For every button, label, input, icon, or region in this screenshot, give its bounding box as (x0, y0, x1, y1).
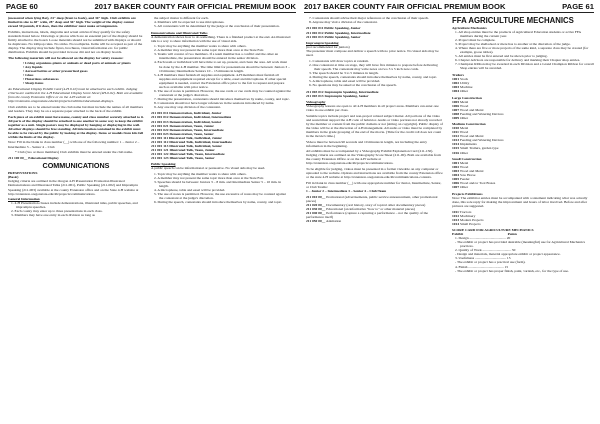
list-item: 4. During the speech, contestants should introduce themselves by name, county, and topic. (309, 74, 438, 79)
column-4 (452, 16, 594, 422)
class-code: 1013 (452, 217, 460, 222)
class-code: 211 010 00__ (306, 194, 326, 199)
class-code: 1004 (452, 173, 460, 178)
class-name: Public Speaking, Senior (324, 34, 361, 39)
list-item: 4. A microphone, table and easel will be provided. (154, 188, 226, 193)
paragraph: Fill in blank in class number (__) with one appropriate number for Junior, Intermediate, Senior, or Club Teams: (306, 180, 442, 189)
class-row (306, 219, 444, 223)
class-name: Illustrated Talk, Individual, Junior (169, 135, 222, 140)
class-code: 1014 (452, 221, 460, 226)
class-name: Impromptu Speaking, Intermediate (324, 89, 379, 94)
list-item: 4. Members will be expected to use microphones. (154, 20, 225, 25)
list-item: 7. Champion Ribbon may be awarded in each Division and a Grand Champion Ribbon for overall Shop entries will be awarded. (455, 62, 594, 71)
class-code: 211 001 012 (151, 115, 169, 120)
class-code: 211 002 011 (306, 26, 324, 31)
score-card-subhead: Exhibit Points (452, 232, 518, 237)
display-notice: Exhibits, instructions, labels, diagrams and actual articles if they qualify for the safety standards listed below. Drawings or photos which are an essential part of the display should be firmly attached to the board. Loose materials should not be submitted with displays or should be duplicates. No lollipop rules. No sticks. No toothpicks. Items will be accepted as part of the display. The display may include flyers, brochures, visual information etc. for public distribution. Exhibits should be provided in loose dirt and not on display boards. (8, 29, 143, 54)
class-row (306, 211, 444, 219)
class-name: Metal (459, 99, 469, 104)
class-code: 211 003 012 (306, 89, 324, 94)
paragraph: Club exhibits are to be entered under the club name but must include the names of all members and leaders. They may be on a separate paper attached to the back of the exhibit. (8, 104, 144, 113)
class-code: 1009 (452, 115, 460, 120)
class-name: Other (459, 89, 469, 94)
class-code: 211 001 122 (151, 151, 169, 156)
paragraph: Note: Fill in the blank in class number (__) with one of the following number: 1 – Junior 2 – Intermediate 3 – Senior 4 – Club (8, 140, 140, 149)
class-name: Feeding and Watering Devices (459, 111, 504, 116)
projects-class-list (452, 210, 594, 226)
column-1 (8, 16, 144, 422)
list-item: 3. Project may be shellacked or mere has to another at the discretion of the judge. (455, 42, 571, 47)
list-item: 1. Contestants will draw topics at random. (309, 58, 369, 63)
paragraph: Videography lessons are open to all 4-H members in all project areas. Members can enter one video in one exhibit per class. (306, 104, 439, 113)
class-name: Illustrated Talk, Team, Senior (169, 155, 215, 160)
class-code: 1002 (452, 81, 460, 85)
list-item: 8. Contestants should not have longer references in the sessions introduced by name. (154, 100, 275, 105)
class-code: 1011 (452, 209, 459, 214)
class-name: Public Speaking, Junior (324, 26, 361, 31)
paragraph: The presenter must compose and deliver a speech with no prior notice. No visual aids may be used. (306, 49, 439, 58)
class-code: 211 040 00__ (306, 210, 326, 215)
class-name: Machine (459, 85, 473, 90)
list-item: 4. Each team or individual will have time to set up, present, and clean the area. All work must be done by the 4-H member. The time limit for presentations should be between: Juniors 3 – 10 minutes; Intermediate Seniors 10 – 15 minutes in length. (154, 60, 290, 73)
class-code: 1003 (452, 169, 460, 174)
page-title-right: 2017 BAKER COUNTY FAIR OFFICIAL PREMIUM BOOK (304, 1, 506, 11)
class-code: 1006 (452, 181, 460, 186)
class-code: 1008 (452, 111, 460, 116)
list-item: 2. Each county may enter up to three presentations in each class. (11, 209, 103, 214)
class-name: Other (459, 115, 469, 120)
class-code: 1007 (452, 185, 460, 190)
trailers-class-list (452, 77, 594, 93)
list-item: 5. 4-H members must furnish all supplies and equipment. 4-H members must furnish all supplies and equipment required except for a table, easel and microphone. If other special equipment is needed, contact the Extension office prior to the fair to request and prepare such as available with prior notice. (154, 72, 287, 89)
class-name: Performance (capture a capturing a performance – not the quality of the performance itself) (306, 210, 428, 219)
list-item: - The exhibit or project has proper finish, paint, varnish, etc., for the type of use. (455, 268, 569, 273)
public-speaking-class-list (306, 26, 444, 38)
class-code: 1005 (452, 99, 460, 104)
score-card-list (452, 236, 594, 272)
large-construction-heading: Large Construction (452, 95, 482, 100)
class-code: 1014 (452, 142, 460, 147)
list-item: 1. Topic may be anything the member wants to share with others. (154, 44, 247, 49)
class-code: 211 001 013 (151, 119, 169, 124)
class-name: Metal (459, 161, 469, 166)
class-code: 1001 (452, 76, 460, 81)
class-code: 1001 (452, 161, 460, 166)
class-code: 211 001 021 (151, 123, 169, 128)
paragraph: Suitable topics include project and non-project related subject matter. All portions of the video and sound must support the 4-H code of behavior. Audio or video portions not already recorded by the member or content from the public domain or not (sitting on copyright). Public display of the video will be at the discretion of 4-H management. All audio or video must be completed by members in the grade grouping of the end of the movie. (Time for the credit roll does not count in the movie's time.) (306, 113, 443, 138)
ag-mechanics-heading: Agriculture Mechanics (452, 26, 487, 30)
intro-text: (measured when lying flat), 24" deep (front to back), and 30" high. Club exhibits are limited in size to 48" wide, 28" deep and 36" high. The weight of the display cannot exceed 30 pounds, if it does, then the exhibitor must make arrangements. (8, 16, 136, 29)
class-name: Modern Projects (459, 217, 484, 222)
column-2 (151, 16, 291, 422)
class-name: Demonstration, Team, Intermediate (169, 127, 224, 132)
list-item: 1. Topic may be anything the member wants to share with others. (154, 172, 247, 177)
not-allowed-list (8, 61, 144, 85)
page-header-left (6, 0, 296, 13)
paragraph: All exhibits must be accompanied by a Videography Exhibit Explanation Card (211-150). Judging criteria are outlined on the Videography Score Sheet (211-00). Both are available from the county Extension Office or on the 4-H website at http://extension.oregonstate.edu/4h/projects/communications. (306, 149, 441, 166)
class-code: 1004 (452, 89, 460, 94)
list-item: 1. 4-H Presentation classes include demonstrations, illustrated talks, public speeches, and impromptu speeches. (11, 201, 138, 210)
trailers-heading: Trailers (452, 72, 464, 77)
paragraph: (not recommended for juniors) (306, 45, 350, 50)
class-name: Small Projects (459, 221, 481, 226)
list-item: 3. Speeches should be between: Juniors 3 – 8 min. and Intermediate Senior 5 – 10 min. in length. (154, 180, 282, 189)
section-title-communications: COMMUNICATIONS (42, 160, 110, 170)
class-name: Implements (459, 142, 477, 147)
class-code: 1007 (452, 107, 460, 112)
class-name: Metal (459, 126, 469, 131)
class-name: Demonstration, Individual, Intermediate (169, 115, 232, 120)
class-name: Feeder (459, 177, 470, 182)
page-header-right (304, 0, 594, 13)
class-name: Saw Horse (459, 173, 476, 178)
basic-label: (Basic) (8, 175, 19, 180)
large-class-list (452, 100, 594, 120)
paragraph: Note: The exhibitor entries must be accompanied with a statement indicating what was actually done, this sole reply for making the improvement and hours of labor involved. Before and after pictures are suggested. (452, 195, 588, 208)
class-code: 211 002 012 (306, 30, 324, 35)
grade-line: 1 – Junior 2 – Intermediate 3 – Senior 4 – Club/Team (306, 188, 387, 193)
list-item: 6. Chapter Advisors are responsible for delivery and marking their Chapter shop entries. (455, 58, 581, 63)
list-item: 2. A member may not present the same topic more than once at the State Fair. (154, 48, 264, 53)
small-class-list (452, 161, 594, 189)
list-item: - The exhibit or project has a practical use (farm). (455, 260, 526, 265)
column-3 (306, 16, 444, 422)
list-item: 5. All contestants will be determined by the judge at the conclusion of their presentation. (154, 24, 280, 29)
paragraph: Videos must be between 90 seconds and 10 minutes in length, not including the entry information in the beginning. (306, 139, 428, 148)
class-code: 211 050 00__ (306, 218, 326, 223)
paragraph: A public speech can be informational or persuasive. No visual aids may be used. (151, 166, 266, 171)
impromptu-heading: Impromptu Speaking (306, 41, 339, 46)
list-item: - Design and materials, material appropriate exhibit or project appearance. (455, 252, 561, 257)
class-name: Machinery (459, 213, 476, 218)
class-code: 1005 (452, 177, 460, 182)
not-allowed-heading: The following materials will not be allowed on the display for safety reasons: (8, 55, 124, 60)
class-name: Stock (459, 76, 469, 81)
class-name: Demonstration, Individual, Senior (169, 119, 222, 124)
class-name: Impromptu Speaking, Senior (324, 93, 369, 98)
score-card-heading: SCORE CARD FOR AGRICULTURE MECHANICS (452, 228, 534, 233)
list-item: 4. Where there are five or more projects of the same kind, a separate class may be created (for example, goose tables). (455, 46, 589, 55)
class-code: 211 001 011 (151, 111, 169, 116)
class-name: Public Speaking, Intermediate (324, 30, 371, 35)
class-code: 211 001 121 (151, 147, 169, 152)
class-name: Other (459, 185, 469, 190)
class-code: 211 001 111 (151, 135, 169, 140)
class-code: 1013 (452, 138, 460, 143)
class-name: Wood (459, 165, 469, 170)
class-name: Feeding and Watering Devices (459, 138, 504, 143)
list-item: 6. No questions may be asked at the conclusion of the speech. (309, 83, 397, 88)
videography-heading: Videography (306, 100, 326, 104)
class-code: 1010 (452, 126, 460, 131)
class-code: 211 001 113 (151, 143, 169, 148)
list-item: 7. Contestants should advise their major references at the conclusion of their speech. (309, 16, 429, 20)
class-name: Small Trailers, garden type (459, 146, 499, 151)
page-number-right: PAGE 61 (562, 1, 594, 11)
list-item: - The exhibit or project has provided desirable (meaningful) use for Agricultural Mechanics practices. (455, 240, 585, 249)
section-title-ffa: FFA AGRICULTURE MECHANICS (452, 16, 574, 25)
class-line: 211 100 00__ Educational Display (8, 155, 59, 160)
list-item: 3. The speech should be 3 to 5 minutes in length. (309, 70, 379, 75)
class-name: Wood (459, 103, 469, 108)
medium-construction-heading: Medium Construction (452, 122, 486, 127)
list-item: 7. During the presentation, contestants should introduce themselves by name, county, and topic. (154, 96, 290, 101)
class-name: Wood and Metal (459, 134, 484, 139)
list-item: the subject matter is different for each. (154, 16, 209, 20)
paragraph: Judging criteria are outlined in the Oregon 4-H Presentation Evaluation Illustrated Demonstrations and Illustrated Talks (211-001), Public Speaking (211-002) and Impromptu Speaking (211-003) available at the county Extension office and on the State 4-H website at http://extension.oregonstate.edu/4h/projects/communications. (8, 179, 139, 196)
list-item: 2. A member may not present the same topic more than once at the State Fair. (154, 176, 264, 181)
class-name: Illustrated Talk, Individual, Intermediate (169, 139, 232, 144)
class-name: Illustrated Talk, Team, Intermediate (169, 151, 225, 156)
class-name: Illustrated Talk, Team, Junior (169, 147, 215, 152)
video-class-list (306, 195, 444, 223)
impromptu-class-list (306, 90, 444, 98)
class-code: 211 030 00__ (306, 206, 326, 211)
class-name: Promotional (advertisements, public service announcement, other promotional pieces) (306, 194, 438, 203)
paragraph: An Educational Display Exhibit Card (4-H 0-10) must be attached to each exhibit. Judging criteria are outlined in the 4-H Educational Display Score Sheet (4H-0-02). Both are available from the county Extension Office or on the 4-H website at: http://extension.oregonstate.edu/4h/projects/exhibits/educational-displays. (8, 87, 143, 104)
class-name: Documentary (oral history, story of topical other documentary pieces) (326, 202, 426, 207)
class-code: 211 020 00__ (306, 202, 326, 207)
impromptu-rules-list (306, 59, 444, 87)
list-item: 5. A microphone, table and easel will be provided. (309, 79, 381, 84)
list-item: 3. Teams will consist of two members. If a team member has a conflict and the other an intermediate, the presentation should be entered in the senior division. (154, 52, 279, 61)
list-item: 4. Finish ........................................ 15 (455, 264, 509, 269)
list-item: • Living organisms-plants or animals or dead parts of animals or plants (23, 61, 131, 66)
list-item: 5. The use of notes is permitted. However, the use excessive of notes may be counted against the contestant at the judge's discretion. (154, 192, 286, 201)
class-code: 1011 (452, 130, 459, 135)
list-item: 5. All entries must be first entered and be shown prior to judging. (455, 54, 548, 59)
paragraph: A demonstration shows how to do something. There is a finished product at the end. An illustrated talk is a way to share information with the use of visual aids. (151, 34, 291, 43)
list-item: • Sharp items (23, 81, 44, 86)
demo-class-list (151, 111, 291, 160)
class-code: 211 001 112 (151, 139, 169, 144)
class-code: 1015 (452, 146, 460, 151)
class-code: 1002 (452, 165, 460, 170)
list-item: • Any liquids (23, 65, 43, 70)
presentations-heading: PRESENTATIONS (8, 171, 38, 176)
ag-rules-list (452, 30, 594, 70)
list-item: 6. During the speech, contestants should introduce themselves by name, county, and topic. (154, 200, 283, 205)
list-item: • Aerosol bottles or other pressurized gases (23, 69, 88, 74)
general-info-heading: General Information (8, 197, 40, 202)
class-name: Demonstration, Team, Junior (169, 123, 214, 128)
class-name: Other (459, 150, 469, 155)
class-code: 1003 (452, 85, 460, 90)
medium-class-list (452, 126, 594, 154)
page-title-left: 2017 BAKER COUNTY FAIR OFFICIAL PREMIUM BOOK (94, 1, 296, 11)
class-name: Wood and Metal (459, 107, 484, 112)
small-construction-heading: Small Construction (452, 156, 482, 161)
class-name: Wood and Metal (459, 169, 484, 174)
paragraph: * Club (two or more members) Club exhibits must be entered under the club name. (15, 150, 133, 155)
list-item: 2. One contestant at time on stage, they will have five minutes to prepare before delivering their speech. The contestant may write notes on two 3 x 5 inch note cards. (309, 62, 438, 71)
public-speaking-list (151, 172, 291, 204)
class-code: 211 002 013 (306, 34, 324, 39)
paragraph: To be eligible for judging, videos must be presented in a format viewable on any computer or uploaded to the website. Options and instructions are available from the county Extension office or the state 4-H website at http://extension.oregonstate.edu/4h/communications-contests. (306, 167, 443, 180)
class-name: Illustrated Talk, Individual, Senior (169, 143, 222, 148)
page-number-left: PAGE 60 (6, 1, 38, 11)
class-name: Demonstration, Individual, Junior (169, 111, 222, 116)
general-info-list (8, 201, 144, 217)
class-name: Wood and/or Tool Boxes (459, 181, 496, 186)
class-code: 211 001 023 (151, 131, 169, 136)
demo-heading: Demonstrations and Illustrated Talks (151, 30, 208, 35)
list-item: 2. Project must be complete. (455, 38, 496, 43)
list-item: 1. Design ......................................... 20 (455, 236, 511, 241)
class-code: 1016 (452, 150, 460, 155)
public-speaking-heading: Public Speaking (151, 162, 176, 167)
class-name: Wood (459, 130, 469, 135)
list-item: 2. Quality of Work ................................ 30 (455, 248, 516, 253)
list-item: 3. Members may have one entry in each division as long as (11, 213, 95, 218)
class-code: 211 001 022 (151, 127, 169, 132)
demo-rules-list (151, 44, 291, 109)
list-item: • Hazardous substances (23, 77, 59, 82)
class-code: 1006 (452, 103, 460, 108)
class-row (306, 195, 444, 203)
class-name: Utility (459, 81, 470, 85)
projects-heading: Projects Exhibitions (452, 191, 483, 196)
class-name: Tractors (459, 209, 472, 214)
list-item: 1. All shop entries must be the products of Agricultural Education students or active FFA members during the current year. (455, 30, 581, 39)
class-name: Animation (326, 218, 342, 223)
class-code: 211 001 123 (151, 155, 169, 160)
list-item: 6. The use of notes is permitted. However, the use cards or cue cards may be counted against the contestant at the judge's discretion. (154, 88, 291, 97)
list-item: • Glass (23, 73, 34, 78)
list-item: 8. Anyone may visit a division of the contestant. (309, 20, 378, 25)
list-item: 3. Usefulness ................................... 15 (455, 256, 511, 261)
list-item: 9. Any one may stop division of the contestant. (154, 104, 221, 109)
paragraph: Each piece of an exhibit must have name, county and class number securely attached to it. All parts of the display should be attached to one another in some way to keep the exhibit together as a unit. Single posters may be displayed by hanging or displaying in the wall. All other displays should be free standing. All information contained in the exhibit must be able to be viewed by the public by looking at the display. Items or models from kits fall within the limits of the display. (8, 114, 144, 139)
class-code: 211 003 013 (306, 93, 324, 98)
class-name: Educational (an informative "how to" or other material pieces) (326, 206, 415, 211)
class-name: Demonstration, Team, Senior (169, 131, 214, 136)
class-code: 1012 (452, 213, 460, 218)
info-list (306, 16, 444, 24)
info-list (151, 16, 291, 28)
class-code: 1012 (452, 134, 460, 139)
